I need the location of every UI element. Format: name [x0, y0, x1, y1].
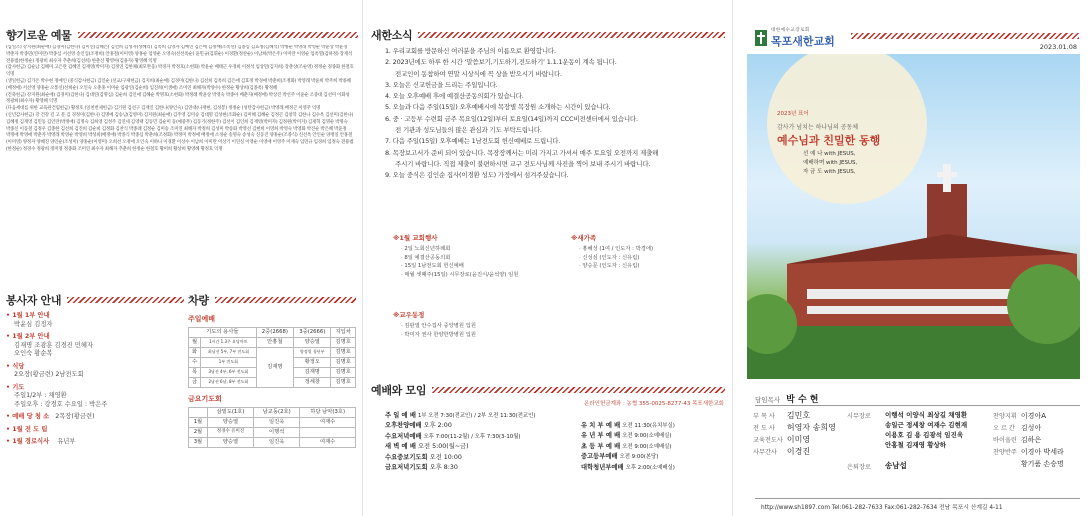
- table-cell: 정경수 유미진: [207, 428, 253, 438]
- worship-item: [581, 421, 731, 431]
- staff-role: [991, 458, 1019, 470]
- hatch-divider: [67, 297, 184, 303]
- offering-header: [6, 27, 358, 43]
- table-row: [991, 458, 1066, 470]
- volunteer-item-title: • 예배 당 청 소: [6, 413, 49, 422]
- volunteer-item: [6, 426, 184, 435]
- staff-name: 김하은: [1020, 436, 1042, 444]
- pastor-label: 담임목사: [755, 396, 781, 404]
- table-row: [991, 422, 1066, 434]
- worship-item: [581, 452, 731, 462]
- table-cell: 김명호: [331, 358, 356, 368]
- volunteer-item-title: • 식당: [6, 363, 184, 372]
- table-cell: [300, 428, 356, 438]
- worship-label: 중고등부예배: [581, 453, 618, 461]
- volunteer-item-detail: 박윤심 김정자: [14, 320, 53, 328]
- hero-year: 2023년 표어: [777, 111, 809, 117]
- worship-time: 오후 2:00(소예배실): [625, 464, 675, 471]
- staff-name: 이경아A: [1020, 412, 1046, 420]
- table-row: [189, 418, 356, 428]
- table-row: [189, 338, 356, 348]
- bulletin-date: 2023.01.08: [1039, 43, 1077, 51]
- worship-time: 오전 5:00(월~금): [417, 443, 469, 451]
- worship-label: 초 등 부 예 배: [581, 442, 621, 450]
- list-item: · 매월 셋째주(15일) 시무장로(윤진시/윤석양) 임원: [401, 271, 568, 280]
- worship-item: [385, 442, 565, 452]
- worship-item: [385, 411, 565, 421]
- hatch-divider: [432, 387, 725, 393]
- news-header: [371, 27, 725, 43]
- column-cover: [732, 0, 1091, 516]
- worship-label: 수요중보기도회: [385, 453, 428, 461]
- table-cell: 월: [189, 338, 201, 348]
- table-cell: 양정열 청년부: [294, 348, 331, 358]
- hatch-divider: [78, 32, 359, 38]
- news-item: 1. 우리교회를 방문하신 여러분을 주님의 이름으로 환영합니다.: [385, 47, 556, 55]
- pastor-info: [755, 392, 818, 405]
- volunteer-list: [6, 312, 184, 451]
- table-cell: 정세창: [294, 378, 331, 388]
- staff-role: 부 목 사: [753, 413, 775, 420]
- worship-label: 오후찬양예배: [385, 422, 422, 430]
- table-header-row: [189, 328, 356, 338]
- column-offering: [0, 0, 362, 516]
- worship-item: [385, 453, 565, 463]
- hero-motto: 예수님과 친밀한 동행: [777, 134, 881, 147]
- vehicle-section: [188, 310, 356, 448]
- hatch-divider: [215, 297, 356, 303]
- hero-line: 예배하며 with JESUS,: [803, 160, 858, 166]
- table-row: [189, 428, 356, 438]
- table-cell: 화: [189, 348, 201, 358]
- retired-elders-name: 송남섭: [885, 461, 907, 470]
- worship-time: 오전 9:00(본당): [619, 454, 659, 461]
- table-cell: 수: [189, 358, 201, 368]
- news-item: 3. 오늘은 신교헌금을 드리는 주일입니다.: [385, 80, 498, 89]
- news-item: 7. 다음 주일(15일) 오후예배는 1남전도회 헌신예배로 드립니다.: [385, 137, 561, 146]
- staff-name: 허영자 송희영: [786, 423, 836, 432]
- list-item: · 신성심 (인도자 : 신유림): [579, 254, 721, 263]
- offering-paragraph: (십일조) 강지원(최순애) 김경미(김한나) 김미연(김혜은) 김선희 김성자(성혜리) 김옥희 김영자 김예연 김은애 김정배(조옥선) 김종심 김효정(김혜석) 박병순 박영래 박영순 박윤상 박윤경 박춘자 박종민(연미란) 박종심 서선영 송인심(조정희) 안홍철(이미영) 양홍순 엄영운 오영숙(선선옥순) 윤민규(김휘순) 이경환(정찬순) 이남희(박은주) 이미란 이영순 임옥열(김하정) 장재석 전용범(한정순) 정광희 최수자 추춘희(김선희) 한춘산 황영아(김용자) 황영혜 익명: [6, 45, 353, 64]
- news-item: 5. 오늘과 다음 주일(15일) 오후예배시에 목장별 목장원 소개하는 시간이 있습니다.: [385, 103, 611, 112]
- jan-events-list: [393, 245, 568, 279]
- hatch-divider: [418, 32, 725, 38]
- news-item: 9. 오늘 중식은 김인순 집사(이경환 성도) 가정에서 섬겨주셨습니다.: [385, 171, 569, 180]
- table-row: [751, 446, 838, 458]
- staff-table-3: [991, 410, 1066, 470]
- jan-events-title: ※1월 교회행사: [393, 234, 438, 242]
- worship-label: 주 일 예 배: [385, 412, 416, 419]
- news-item: 4. 오늘 오후예배 후에 예결산공동의회가 있습니다.: [385, 92, 524, 101]
- table-header: 2중(2668): [256, 328, 293, 338]
- table-cell: 2남선 6남, 8부 전도회: [201, 378, 256, 388]
- list-item: · 15일 1남전도회 헌신예배: [401, 262, 568, 271]
- worship-time: 오후 2:00: [423, 422, 452, 430]
- list-item: · 양승문 (인도자 : 신유림): [579, 262, 721, 271]
- table-header: 3중(2666): [294, 328, 331, 338]
- worship-item: [581, 431, 731, 441]
- worship-label: 금요저녁기도회: [385, 464, 428, 472]
- members-box: [393, 310, 593, 339]
- offering-title: 향기로운 예물: [6, 29, 72, 42]
- jan-events-box: [393, 233, 568, 279]
- volunteer-item-detail: 주일오후 : 강경호 수요일 : 박은주: [14, 400, 108, 408]
- hero-line: 자 금 도 with JESUS,: [803, 169, 856, 175]
- volunteer-item-detail: 2오장(황금련) 2남전도회: [14, 371, 84, 378]
- table-row: [751, 434, 838, 446]
- newcomers-list: [571, 245, 721, 271]
- volunteer-item: [6, 438, 184, 447]
- elders-line: 이용호 김 용 김광석 임진욱: [885, 431, 964, 439]
- table-cell: 1월: [189, 418, 208, 428]
- worship-time: 오전 10:00: [429, 453, 462, 461]
- offering-paragraph: (다음세대를 위한 교육관건립헌금) 황정호 (일천번제헌금) 김기원 김선구 김재인 김한나(양인숙) 김연대(나재현, 김성봉) 정정순 (성탄감사헌금) 박영래 배정곤 이영주 익명: [6, 106, 321, 112]
- staff-role: 찬양반주: [993, 449, 1017, 456]
- table-row: [991, 410, 1066, 422]
- staff-name: 김성아: [1020, 424, 1042, 432]
- volunteer-item-detail: 2목장(황금련): [55, 413, 95, 420]
- sunday-vehicle-label: 주일예배: [188, 315, 216, 323]
- worship-header: [371, 382, 725, 398]
- worship-title: 예배와 모임: [371, 384, 427, 397]
- volunteer-item: [6, 312, 184, 329]
- volunteer-item-title: • 1월 경로식사: [6, 438, 49, 447]
- table-cell: 1부 전도회: [201, 358, 256, 368]
- volunteer-item-title: • 기도: [6, 384, 184, 393]
- church-name: 목포새한교회: [771, 35, 835, 48]
- list-item: · 8일 예결산공동의회: [401, 254, 568, 263]
- worship-label: 유 치 부 예 배: [581, 422, 621, 429]
- divider: [755, 498, 1080, 499]
- table-cell: 3남선 4부, 6부 전도회: [201, 368, 256, 378]
- pastor-name: 박 수 현: [786, 395, 819, 405]
- offering-paragraph: (건축헌금) 강지원(최순애) 김경미(김한나) 김대연(김명심) 김순희 김인애 김혜순 박명호(소현화) 박정례 박윤상 박영숙 박종아 배춘자(배정애) 박상진 박선주 이윤순 조중대 김선미 이화성 정광희(최수자) 황영혜 익명: [6, 92, 350, 105]
- divider: [755, 405, 1080, 406]
- table-row: [991, 434, 1066, 446]
- staff-table-1: [751, 410, 838, 458]
- members-list: [393, 322, 593, 339]
- offering-paragraph: (신년감사헌금) 강 건강 길 고 문 김 경정미(김한나) 김명예 김승남(김영미) 김지원(최순애) 김주영 김미승 김대명 김성현(조화순) 김미혜 김혜순 김정곤 김창학 김한나 김수옥 김선미(김한나) 김혜정 김재영 김민동 김인란(박정애) 김명숙 김희영 김성주 김연세 김영택 김동민 김순미 등(예중무) 김동기(정한주) 김선이 김인희 김재영(박미자) 김정원(박미자) 김재혁 김명순 박명숙 박종신 이동철 김정우 김종한 김선희 김진희 김순희 김정화 김찬식 박종례 김정순 김미승 조미연 최해자 박정희 김성미 박송화 박영선 김현희 이영희 박영숙 박영화 박진순 박은혜 박윤정 박정애 박영애 박춘자 박영래 박영순 박영희 박성희(배정애) 박종식 박종심 박춘희(조정화) 박정미 박정애 배정애 소경순 송명숙 송성숙 신동진 양홍순(조종식) 신선옥 안인순 양정일 안홍철(이미영) 양정자 양혜진 양인순(조성미) 양홍순(이영미) 오희선 오정애 오인숙 이하나 이경환 이상수 이남희 이미란 이상기 이연실 이영순 이영애 이영주 이재숙 임민규 임경희 임정숙 전용범(한정순) 정경수 정광희 정미영 정종화 조미연 최수자 최해자 추춘희 한정순 한철호 황미희 황상희 황영혜 황정호 익명: [6, 112, 354, 152]
- vehicle-title: 차량: [188, 294, 209, 307]
- table-cell: 여재수: [300, 418, 356, 428]
- worship-item: [385, 421, 565, 431]
- volunteer-item-detail: 유년부: [57, 438, 76, 445]
- staff-role: 찬양지휘: [993, 413, 1017, 420]
- elders-line: 안홍철 김재영 황상하: [885, 441, 947, 449]
- worship-time: 오전 9:00(소예배실): [622, 433, 672, 440]
- volunteer-item-detail: 김재명 조광훈 김경진 민혜자: [14, 341, 93, 349]
- table-cell: 3월: [189, 438, 208, 448]
- news-title: 새한소식: [371, 29, 413, 42]
- friday-vehicle-table: [188, 407, 356, 448]
- worship-time: 오후 7:00(11-2월) / 오후 7:30(3-10월): [423, 433, 521, 440]
- table-header-row: [189, 408, 356, 418]
- newcomers-title: ※새가족: [571, 234, 597, 242]
- table-row: [751, 410, 838, 422]
- table-cell: 김재명: [256, 348, 293, 388]
- staff-name: 이경진: [786, 447, 811, 456]
- staff-name: 이경아 박세라: [1020, 448, 1064, 456]
- worship-label: 유 년 부 예 배: [581, 432, 621, 440]
- hero-line: 선 예 나 with JESUS,: [803, 151, 856, 157]
- elders-label: 시무장로: [847, 413, 871, 420]
- table-header: [189, 408, 208, 418]
- list-item: · 2일 노회신년하례회: [401, 245, 568, 254]
- list-item: · 홍혜성 (1여 / 인도자 : 박경애): [579, 245, 721, 254]
- staff-role: 바이올린: [993, 437, 1017, 444]
- volunteer-header: [6, 292, 184, 308]
- retired-elders-label: 은퇴장로: [847, 464, 871, 471]
- table-header: 하당 남악(3호): [300, 408, 356, 418]
- table-cell: 김명호: [331, 338, 356, 348]
- table-cell: 임진욱: [254, 438, 300, 448]
- hero-image: [747, 54, 1080, 379]
- table-cell: 김명호: [331, 348, 356, 358]
- members-title: ※교우동정: [393, 311, 425, 319]
- volunteer-item: [6, 333, 184, 359]
- volunteer-title: 봉사자 안내: [6, 294, 62, 307]
- volunteer-item: [6, 384, 184, 410]
- staff-role: 사무간사: [753, 449, 777, 456]
- elders-line: 송일근 정세창 여재수 김현재: [885, 421, 968, 429]
- worship-time: 오전 11:30(유치부실): [622, 423, 675, 429]
- table-cell: 2월: [189, 428, 208, 438]
- hero-lines: [803, 150, 857, 177]
- table-cell: 양승열: [207, 438, 253, 448]
- table-row: [751, 422, 838, 434]
- worship-time: 1부 오전 7:30(전교인) / 2부 오전 11:30(전교인): [417, 413, 536, 419]
- table-cell: 여재수: [300, 438, 356, 448]
- newcomers-box: [571, 233, 721, 271]
- table-cell: 임진욱: [254, 418, 300, 428]
- worship-label: 새 벽 예 배: [385, 443, 416, 451]
- worship-time: 오후 8:30: [429, 464, 458, 472]
- worship-list-left: [385, 411, 565, 473]
- list-item: · 박미자 권사 한양한방병원 입원: [401, 331, 593, 340]
- table-cell: 양승열: [207, 418, 253, 428]
- church-building-illustration: [747, 54, 1080, 379]
- hatch-divider: [851, 33, 1079, 39]
- news-item: 2. 2023년에도 하루 한 시간 ‘말씀보기,기도하기,전도하기’ 1.1.1운동이 계속 됩니다.: [385, 58, 617, 67]
- friday-vehicle-label: 금요기도회: [188, 395, 222, 403]
- volunteer-item-title: • 1월 1부 안내: [6, 312, 184, 321]
- table-cell: 목: [189, 368, 201, 378]
- volunteer-item-detail: 오인숙 황순복: [14, 350, 53, 357]
- table-header: 남교동(2호): [254, 408, 300, 418]
- table-cell: 김재명: [294, 368, 331, 378]
- table-cell: 양승열: [294, 338, 331, 348]
- worship-label: 대학청년부예배: [581, 463, 624, 471]
- hero-subtitle: 감사가 넘치는 하나님의 공동체: [777, 124, 859, 131]
- sunday-vehicle-table: [188, 327, 356, 388]
- offering-paragraph: (생일헌금) 김가온 박수현 정예인 (중식감사헌금) 김인순 (선교/구제헌금) 김지희(최순애) 김경미(김한나) 김선희 김옥희 김은애 김효정 박경애 박춘희(조정화) 박영래 박윤희 박주희 박종혜(배정애) 서선영 양홍순 오통신(선희순) 오인숙 오춘홍 이미순 임광연(김순희) 임진희(이생애) 조미연 최해자(박양수) 한정순 황상희(김종옥) 황정혜: [6, 78, 351, 91]
- table-header: 기도의 용사들: [189, 328, 257, 338]
- vehicle-header: [188, 292, 356, 308]
- volunteer-item: [6, 363, 184, 380]
- church-name-block: [771, 27, 835, 49]
- table-cell: 안홍철: [256, 338, 293, 348]
- staff-role: 오 르 간: [993, 425, 1015, 432]
- worship-time: 오전 9:00(소예배실): [622, 443, 672, 450]
- offering-list: [6, 45, 354, 292]
- volunteer-item: [6, 413, 184, 422]
- table-cell: 김명호: [331, 368, 356, 378]
- worship-label: 수요저녁예배: [385, 432, 422, 440]
- elders-list: [885, 410, 967, 450]
- church-logo: [755, 27, 835, 49]
- table-row: [991, 446, 1066, 458]
- news-item: 전교인이 동참하여 연말 시상식에 꼭 상을 받으시기 바랍니다.: [395, 69, 562, 78]
- news-list: [385, 46, 725, 182]
- staff-name: 김민호: [786, 411, 811, 420]
- table-header: 지입차: [331, 328, 356, 338]
- news-item: 주시기 바랍니다. 직접 제출이 불편하시면 교구 전도사님께 사진을 찍어 보내 주시기 바랍니다.: [395, 159, 651, 168]
- news-item: 6. 중 · 고등부 수련회 금주 목요일(12일)부터 토요일(14일)까지 CCC비전센터에서 있습니다.: [385, 114, 638, 123]
- bank-account: 온라인헌금계좌 : 농협 355-0025-8277-43 목포새한교회: [584, 401, 724, 407]
- offering-paragraph: (감사헌금) 김순남 김해미 고은란 김혜연 김재영(박미자) 김정연 김한채(최모완웅) 박경자 박정호(소현화) 박윤순 배태근 우경희 이정석 임상민(김지희) 장춘상(조순영) 정정순 정종화 한철호 익명: [6, 65, 354, 78]
- column-news: [362, 0, 732, 516]
- staff-role: 전 도 사: [753, 425, 775, 432]
- table-cell: 금: [189, 378, 201, 388]
- table-cell: 황정오: [294, 358, 331, 368]
- elders-line: 이행석 이양식 최상길 채영환: [885, 411, 968, 419]
- table-row: [189, 348, 356, 358]
- worship-item: [581, 442, 731, 452]
- table-header: 삼밑도(1호): [207, 408, 253, 418]
- denomination-label: 대한예수교장로회: [771, 28, 810, 33]
- worship-list-right: [581, 421, 731, 473]
- staff-name: 황기품 손승명: [1020, 460, 1064, 468]
- worship-item: [385, 432, 565, 442]
- table-row: [189, 438, 356, 448]
- volunteer-item-title: • 1월 2부 안내: [6, 333, 184, 342]
- volunteer-item-detail: 주일1/2부 : 채영환: [14, 392, 67, 399]
- list-item: · 김판열 안수집사 중앙병원 입원: [401, 322, 593, 331]
- table-cell: 이행석: [254, 428, 300, 438]
- staff-role: 교육전도사: [753, 437, 783, 444]
- news-item: 8. 목장보고서가 준비 되어 있습니다. 목장장께서는 미리 가지고 가셔서 매주 토요일 오전까지 제출해: [385, 148, 659, 157]
- news-item: 전 기관과 성도님들의 많은 관심과 기도 부탁드립니다.: [395, 126, 542, 135]
- cross-icon: [755, 30, 767, 46]
- table-cell: 김명호: [331, 378, 356, 388]
- volunteer-item-title: • 1월 전 도 팀: [6, 426, 184, 435]
- worship-item: [385, 463, 565, 473]
- table-cell: 최남선 5부, 7부 전도회: [201, 348, 256, 358]
- table-cell: 1시간 1.3주 요당마트: [201, 338, 256, 348]
- worship-item: [581, 463, 731, 473]
- contact-footer: http://www.sh1897.com Tel:061-282-7633 Fax:061-282-7634 전남 목포시 산계길 4-11: [761, 505, 1003, 511]
- staff-name: 이미영: [786, 435, 811, 444]
